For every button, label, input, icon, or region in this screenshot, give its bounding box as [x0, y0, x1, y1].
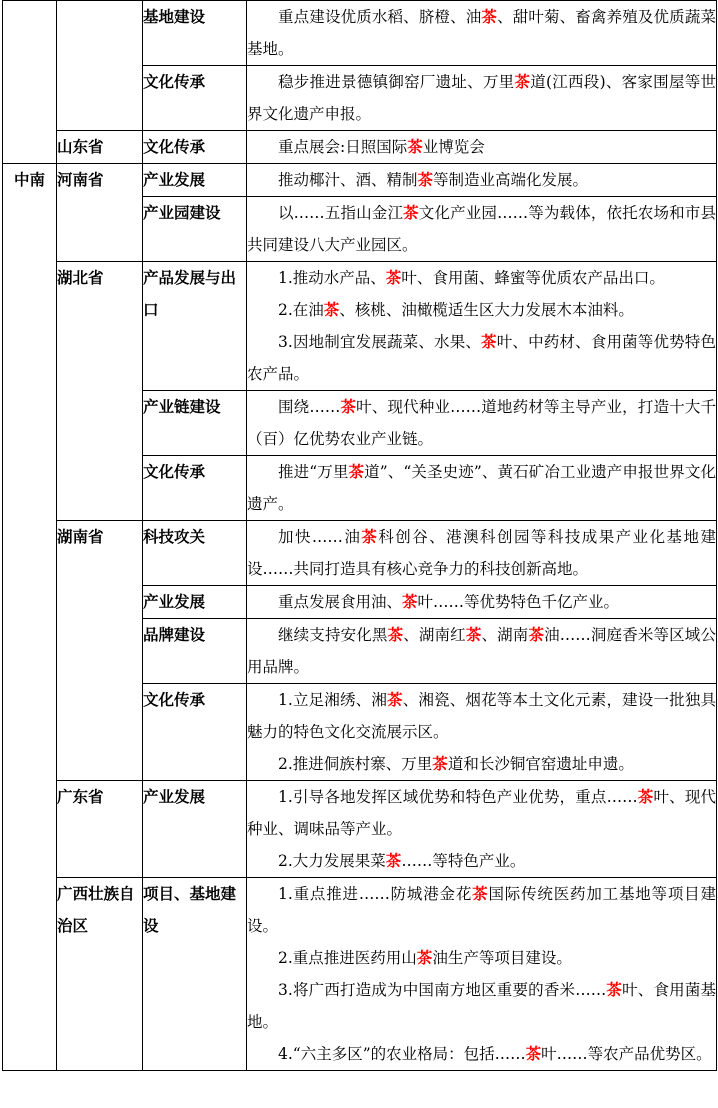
description-text: 稳步推进景德镇御窑厂遗址、万里 — [278, 73, 515, 91]
description-text: 重点展会:日照国际 — [278, 138, 408, 156]
category-cell: 项目、基地建设 — [143, 878, 247, 1071]
table-row — [3, 878, 717, 1071]
tea-highlight: 茶 — [432, 754, 448, 773]
description-text: 4.“六主多区”的农业格局：包括…… — [278, 1045, 526, 1063]
description-paragraph — [247, 521, 716, 585]
description-text: 叶、现代种业、调味品等产业。 — [247, 788, 716, 838]
tea-highlight: 茶 — [361, 527, 379, 546]
tea-highlight: 茶 — [402, 592, 418, 611]
description-paragraph — [247, 748, 716, 780]
description-cell — [247, 586, 717, 619]
description-text: 文化产业园……等为载体，依托农场和市县共同建设八大产业园区。 — [247, 204, 716, 254]
description-paragraph — [247, 684, 716, 748]
province-cell — [57, 1, 143, 131]
description-paragraph — [247, 1038, 716, 1070]
description-text: 道(江西段)、客家围屋等世界文化遗产申报。 — [247, 73, 716, 123]
description-cell — [247, 391, 717, 456]
description-cell — [247, 878, 717, 1071]
tea-highlight: 茶 — [472, 884, 489, 903]
description-text: 重点发展食用油、 — [278, 593, 403, 611]
category-cell: 产业园建设 — [143, 197, 247, 262]
description-paragraph — [247, 878, 716, 942]
description-paragraph — [247, 164, 716, 196]
description-cell — [247, 66, 717, 131]
description-paragraph — [247, 262, 716, 294]
tea-highlight: 茶 — [403, 203, 419, 222]
description-paragraph — [247, 456, 716, 520]
description-text: 推动椰汁、酒、精制 — [278, 171, 418, 189]
category-cell: 产业发展 — [143, 164, 247, 197]
description-text: 重点建设优质水稻、脐橙、油 — [278, 8, 482, 26]
description-text: 2.大力发展果菜 — [278, 852, 386, 870]
description-text: 等制造业高端化发展。 — [433, 171, 589, 189]
tea-highlight: 茶 — [514, 72, 531, 91]
description-text: 油生产等项目建设。 — [432, 949, 572, 967]
tea-highlight: 茶 — [637, 787, 654, 806]
category-cell: 基地建设 — [143, 1, 247, 66]
description-paragraph — [247, 294, 716, 326]
description-text: 推进“万里 — [278, 463, 349, 481]
description-text: 叶……等农产品优势区。 — [541, 1045, 712, 1063]
description-text: 、甜叶菊、畜禽养殖及优质蔬菜基地。 — [247, 8, 716, 58]
description-paragraph — [247, 619, 716, 683]
description-paragraph — [247, 131, 716, 163]
description-paragraph — [247, 974, 716, 1038]
category-cell: 文化传承 — [143, 66, 247, 131]
policy-table — [2, 0, 717, 1071]
region-cell — [3, 1, 57, 164]
description-text: 2.重点推进医药用山 — [278, 949, 417, 967]
description-paragraph — [247, 845, 716, 877]
description-cell — [247, 521, 717, 586]
table-row — [3, 262, 717, 391]
description-paragraph — [247, 66, 716, 130]
table-row — [3, 521, 717, 586]
description-text: 2.在油 — [278, 301, 324, 319]
tea-highlight: 茶 — [387, 690, 403, 709]
description-text: 1.立足湘绣、湘 — [278, 691, 388, 709]
tea-highlight: 茶 — [348, 462, 365, 481]
tea-highlight: 茶 — [385, 851, 402, 870]
category-cell: 文化传承 — [143, 684, 247, 781]
tea-highlight: 茶 — [340, 397, 357, 416]
tea-highlight: 茶 — [417, 170, 434, 189]
tea-highlight: 茶 — [481, 7, 498, 26]
description-text: 叶、现代种业……道地药材等主导产业，打造十大千（百）亿优势农业产业链。 — [247, 398, 716, 448]
table-row — [3, 164, 717, 197]
description-cell — [247, 684, 717, 781]
description-text: 科创谷、港澳科创园等科技成果产业化基地建设……共同打造具有核心竞争力的科技创新高地。 — [247, 528, 716, 578]
description-text: 围绕…… — [278, 398, 341, 416]
description-cell — [247, 1, 717, 66]
description-text: 1.推动水产品、 — [278, 269, 386, 287]
category-cell: 产品发展与出口 — [143, 262, 247, 391]
table-row — [3, 131, 717, 164]
description-text: 以……五指山金江 — [278, 204, 404, 222]
description-text: 、湖南 — [481, 626, 529, 644]
description-paragraph — [247, 391, 716, 455]
description-cell — [247, 262, 717, 391]
tea-highlight: 茶 — [606, 980, 623, 999]
description-text: 道”、“关圣史迹”、黄石矿冶工业遗产申报世界文化遗产。 — [247, 463, 716, 513]
description-text: 、湖南红 — [403, 626, 466, 644]
table-row — [3, 1, 717, 66]
description-cell — [247, 164, 717, 197]
description-text: 3.因地制宜发展蔬菜、水果、 — [278, 333, 482, 351]
description-text: 加快……油 — [278, 528, 362, 546]
tea-highlight: 茶 — [323, 300, 340, 319]
description-text: 叶……等优势特色千亿产业。 — [417, 593, 620, 611]
province-cell: 山东省 — [57, 131, 143, 164]
region-cell: 中南 — [3, 164, 57, 1071]
province-cell: 河南省 — [57, 164, 143, 262]
tea-highlight: 茶 — [481, 332, 497, 351]
category-cell: 科技攻关 — [143, 521, 247, 586]
description-cell — [247, 781, 717, 878]
description-text: 2.推进侗族村寨、万里 — [278, 755, 433, 773]
tea-highlight: 茶 — [416, 948, 433, 967]
description-paragraph — [247, 781, 716, 845]
category-cell: 产业发展 — [143, 586, 247, 619]
province-cell: 广东省 — [57, 781, 143, 878]
tea-highlight: 茶 — [385, 268, 402, 287]
description-text: 3.将广西打造成为中国南方地区重要的香米…… — [278, 981, 607, 999]
description-text: 叶、食用菌基地。 — [247, 981, 716, 1031]
category-cell: 文化传承 — [143, 131, 247, 164]
category-cell: 产业链建设 — [143, 391, 247, 456]
category-cell: 产业发展 — [143, 781, 247, 878]
province-cell: 湖南省 — [57, 521, 143, 781]
policy-table-body — [3, 1, 717, 1071]
description-text: 叶、食用菌、蜂蜜等优质农产品出口。 — [401, 269, 665, 287]
description-cell — [247, 619, 717, 684]
description-text: 1.引导各地发挥区域优势和特色产业优势，重点…… — [278, 788, 638, 806]
description-paragraph — [247, 586, 716, 618]
description-paragraph — [247, 1, 716, 65]
table-row — [3, 781, 717, 878]
description-text: 叶、中药材、食用菌等优势特色农产品。 — [247, 333, 716, 383]
description-paragraph — [247, 326, 716, 390]
description-text: 业博览会 — [422, 138, 485, 156]
description-paragraph — [247, 942, 716, 974]
description-text: 1.重点推进……防城港金花 — [278, 885, 473, 903]
category-cell: 文化传承 — [143, 456, 247, 521]
description-text: 国际传统医药加工基地等项目建设。 — [247, 885, 716, 935]
category-cell: 品牌建设 — [143, 619, 247, 684]
description-cell — [247, 197, 717, 262]
description-cell — [247, 131, 717, 164]
province-cell: 湖北省 — [57, 262, 143, 521]
tea-highlight: 茶 — [528, 625, 545, 644]
tea-highlight: 茶 — [465, 625, 482, 644]
description-text: 、湘瓷、烟花等本土文化元素，建设一批独具魅力的特色文化交流展示区。 — [247, 691, 716, 741]
description-paragraph — [247, 197, 716, 261]
description-text: ……等特色产业。 — [401, 852, 526, 870]
description-text: 、核桃、油橄榄适生区大力发展木本油料。 — [339, 301, 634, 319]
province-cell: 广西壮族自治区 — [57, 878, 143, 1071]
tea-highlight: 茶 — [387, 625, 404, 644]
tea-highlight: 茶 — [407, 137, 423, 156]
description-text: 继续支持安化黑 — [278, 626, 388, 644]
description-text: 油……洞庭香米等区域公用品牌。 — [247, 626, 716, 676]
tea-highlight: 茶 — [525, 1044, 542, 1063]
description-cell — [247, 456, 717, 521]
description-text: 道和长沙铜官窑遗址申遗。 — [447, 755, 634, 773]
